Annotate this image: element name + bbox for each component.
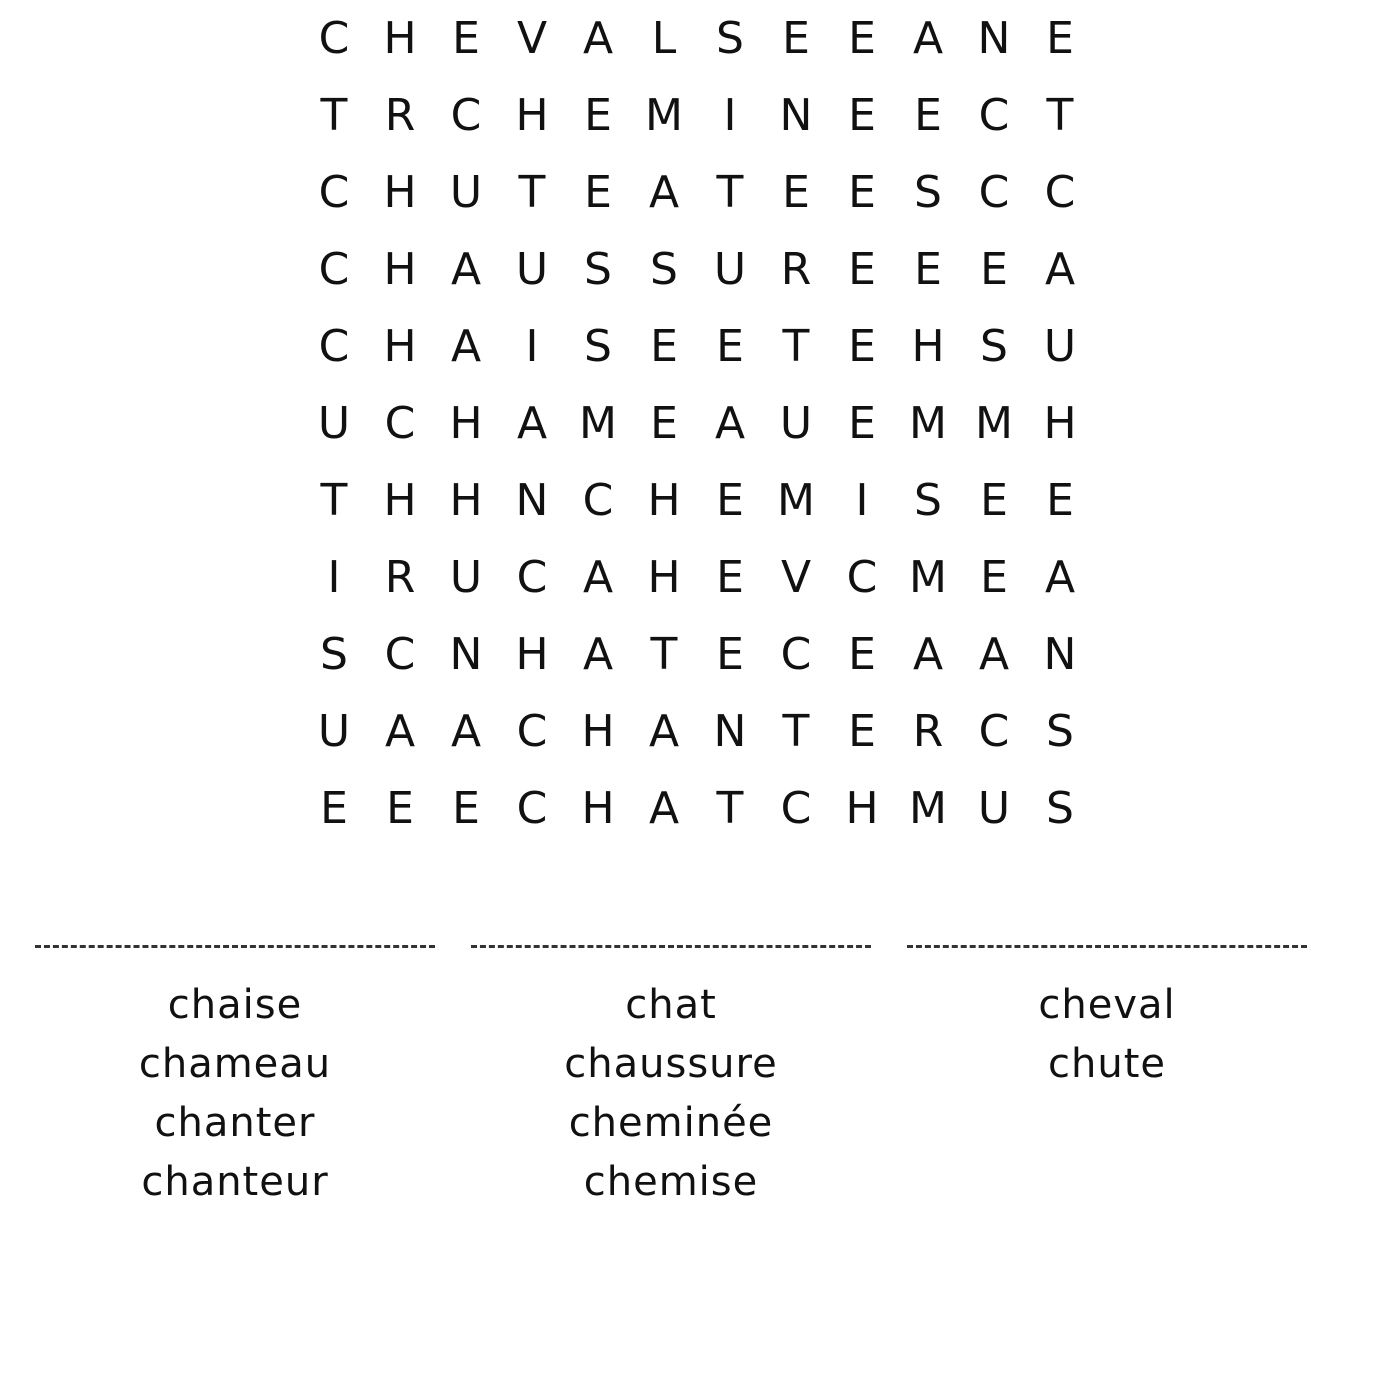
grid-letter[interactable]: I: [855, 475, 869, 526]
word-list-3: [907, 976, 1307, 1094]
grid-letter[interactable]: C: [318, 244, 350, 295]
grid-letter[interactable]: E: [650, 321, 678, 372]
grid-letter[interactable]: U: [977, 783, 1011, 834]
grid-letter[interactable]: C: [582, 475, 614, 526]
grid-letter[interactable]: T: [650, 629, 678, 680]
answer-line-1: [35, 945, 435, 948]
grid-letter[interactable]: E: [782, 167, 810, 218]
grid-letter[interactable]: E: [716, 475, 744, 526]
word-item: chameau: [138, 1041, 332, 1087]
grid-letter[interactable]: A: [384, 706, 416, 757]
grid-letter[interactable]: E: [1046, 13, 1074, 64]
grid-letter[interactable]: E: [848, 321, 876, 372]
grid-letter[interactable]: U: [1043, 321, 1077, 372]
grid-letter[interactable]: T: [320, 475, 348, 526]
grid-letter[interactable]: H: [581, 706, 615, 757]
grid-letter[interactable]: E: [584, 90, 612, 141]
grid-letter[interactable]: N: [515, 475, 549, 526]
grid-letter[interactable]: I: [525, 321, 539, 372]
grid-letter[interactable]: S: [584, 321, 612, 372]
grid-letter[interactable]: U: [317, 398, 351, 449]
grid-letter[interactable]: A: [582, 552, 614, 603]
grid-letter[interactable]: M: [909, 398, 947, 449]
grid-letter[interactable]: S: [914, 167, 942, 218]
grid-letter[interactable]: E: [848, 244, 876, 295]
grid-letter[interactable]: C: [978, 706, 1010, 757]
grid-letter[interactable]: N: [1043, 629, 1077, 680]
grid-letter[interactable]: M: [909, 552, 947, 603]
grid-row: [301, 462, 1101, 539]
grid-letter[interactable]: C: [318, 167, 350, 218]
grid-letter[interactable]: C: [846, 552, 878, 603]
grid-letter[interactable]: E: [584, 167, 612, 218]
grid-letter[interactable]: A: [648, 783, 680, 834]
grid-letter[interactable]: E: [848, 398, 876, 449]
grid-letter[interactable]: N: [977, 13, 1011, 64]
grid-letter[interactable]: H: [383, 244, 417, 295]
grid-letter[interactable]: E: [782, 13, 810, 64]
grid-row: [301, 0, 1101, 77]
grid-letter[interactable]: R: [384, 552, 416, 603]
grid-letter[interactable]: T: [782, 706, 810, 757]
grid-letter[interactable]: H: [449, 398, 483, 449]
grid-letter[interactable]: A: [582, 13, 614, 64]
grid-letter[interactable]: M: [909, 783, 947, 834]
grid-letter[interactable]: E: [914, 244, 942, 295]
grid-letter[interactable]: A: [450, 321, 482, 372]
word-list-2: [471, 976, 871, 1212]
grid-letter[interactable]: C: [1044, 167, 1076, 218]
grid-letter[interactable]: H: [383, 167, 417, 218]
word-item: cheval: [1038, 982, 1176, 1028]
grid-letter[interactable]: E: [980, 244, 1008, 295]
grid-letter[interactable]: S: [320, 629, 348, 680]
word-item: chanter: [154, 1100, 316, 1146]
grid-letter[interactable]: R: [912, 706, 944, 757]
grid-letter[interactable]: A: [450, 706, 482, 757]
grid-row: [301, 616, 1101, 693]
grid-letter[interactable]: A: [648, 706, 680, 757]
grid-letter[interactable]: S: [1046, 706, 1074, 757]
grid-letter[interactable]: E: [386, 783, 414, 834]
grid-letter[interactable]: N: [779, 90, 813, 141]
grid-letter[interactable]: S: [914, 475, 942, 526]
grid-letter[interactable]: E: [848, 706, 876, 757]
grid-letter[interactable]: C: [318, 13, 350, 64]
grid-letter[interactable]: C: [318, 321, 350, 372]
grid-letter[interactable]: E: [716, 552, 744, 603]
grid-letter[interactable]: A: [1044, 552, 1076, 603]
grid-letter[interactable]: H: [911, 321, 945, 372]
grid-letter[interactable]: I: [327, 552, 341, 603]
grid-letter[interactable]: E: [848, 90, 876, 141]
grid-letter[interactable]: E: [320, 783, 348, 834]
grid-letter[interactable]: C: [516, 706, 548, 757]
grid-letter[interactable]: C: [516, 552, 548, 603]
grid-letter[interactable]: T: [518, 167, 546, 218]
grid-letter[interactable]: C: [384, 629, 416, 680]
grid-letter[interactable]: T: [320, 90, 348, 141]
grid-letter[interactable]: C: [780, 783, 812, 834]
grid-letter[interactable]: E: [452, 13, 480, 64]
grid-letter[interactable]: C: [450, 90, 482, 141]
grid-letter[interactable]: T: [1046, 90, 1074, 141]
grid-letter[interactable]: H: [581, 783, 615, 834]
grid-letter[interactable]: M: [777, 475, 815, 526]
grid-letter[interactable]: U: [449, 167, 483, 218]
grid-letter[interactable]: A: [1044, 244, 1076, 295]
grid-letter[interactable]: C: [978, 167, 1010, 218]
grid-row: [301, 77, 1101, 154]
grid-letter[interactable]: N: [449, 629, 483, 680]
grid-letter[interactable]: L: [651, 13, 677, 64]
grid-letter[interactable]: A: [978, 629, 1010, 680]
grid-row: [301, 231, 1101, 308]
grid-letter[interactable]: N: [713, 706, 747, 757]
word-item: cheminée: [568, 1100, 774, 1146]
word-item: chaise: [167, 982, 303, 1028]
grid-letter[interactable]: H: [515, 90, 549, 141]
word-column-3: [907, 945, 1307, 1094]
grid-letter[interactable]: M: [645, 90, 683, 141]
grid-letter[interactable]: E: [848, 167, 876, 218]
word-item: chanteur: [141, 1159, 329, 1205]
grid-letter[interactable]: E: [1046, 475, 1074, 526]
grid-letter[interactable]: S: [650, 244, 678, 295]
grid-letter[interactable]: A: [648, 167, 680, 218]
grid-letter[interactable]: E: [848, 13, 876, 64]
grid-letter[interactable]: H: [1043, 398, 1077, 449]
grid-letter[interactable]: E: [716, 321, 744, 372]
word-item: chute: [1048, 1041, 1166, 1087]
grid-letter[interactable]: A: [714, 398, 746, 449]
grid-letter[interactable]: V: [516, 13, 548, 64]
grid-letter[interactable]: C: [384, 398, 416, 449]
grid-letter[interactable]: U: [713, 244, 747, 295]
word-column-1: [35, 945, 435, 1212]
grid-letter[interactable]: T: [716, 783, 744, 834]
word-item: chemise: [583, 1159, 759, 1205]
grid-letter[interactable]: A: [582, 629, 614, 680]
answer-line-2: [471, 945, 871, 948]
grid-letter[interactable]: M: [975, 398, 1013, 449]
word-column-2: [471, 945, 871, 1212]
grid-letter[interactable]: E: [914, 90, 942, 141]
word-search-grid: [301, 0, 1101, 848]
grid-letter[interactable]: E: [716, 629, 744, 680]
answer-line-3: [907, 945, 1307, 948]
grid-letter[interactable]: C: [780, 629, 812, 680]
grid-letter[interactable]: U: [779, 398, 813, 449]
grid-letter[interactable]: H: [383, 321, 417, 372]
grid-letter[interactable]: H: [845, 783, 879, 834]
grid-letter[interactable]: S: [1046, 783, 1074, 834]
grid-letter[interactable]: U: [449, 552, 483, 603]
grid-letter[interactable]: I: [723, 90, 737, 141]
grid-letter[interactable]: M: [579, 398, 617, 449]
grid-letter[interactable]: C: [516, 783, 548, 834]
grid-letter[interactable]: H: [647, 475, 681, 526]
grid-letter[interactable]: S: [716, 13, 744, 64]
grid-letter[interactable]: H: [383, 475, 417, 526]
grid-letter[interactable]: H: [449, 475, 483, 526]
grid-letter[interactable]: V: [780, 552, 812, 603]
grid-row: [301, 693, 1101, 770]
grid-row: [301, 539, 1101, 616]
grid-letter[interactable]: A: [450, 244, 482, 295]
grid-row: [301, 154, 1101, 231]
grid-letter[interactable]: E: [452, 783, 480, 834]
grid-letter[interactable]: T: [782, 321, 810, 372]
grid-letter[interactable]: H: [647, 552, 681, 603]
grid-letter[interactable]: E: [848, 629, 876, 680]
grid-row: [301, 385, 1101, 462]
grid-letter[interactable]: E: [980, 475, 1008, 526]
grid-row: [301, 770, 1101, 847]
grid-letter[interactable]: A: [912, 13, 944, 64]
grid-letter[interactable]: A: [516, 398, 548, 449]
grid-letter[interactable]: S: [584, 244, 612, 295]
grid-letter[interactable]: E: [980, 552, 1008, 603]
grid-row: [301, 308, 1101, 385]
grid-letter[interactable]: H: [515, 629, 549, 680]
word-list-1: [35, 976, 435, 1212]
grid-letter[interactable]: R: [780, 244, 812, 295]
word-item: chaussure: [564, 1041, 778, 1087]
grid-letter[interactable]: C: [978, 90, 1010, 141]
grid-letter[interactable]: A: [912, 629, 944, 680]
word-item: chat: [625, 982, 717, 1028]
grid-letter[interactable]: E: [650, 398, 678, 449]
grid-letter[interactable]: T: [716, 167, 744, 218]
grid-letter[interactable]: U: [317, 706, 351, 757]
grid-letter[interactable]: R: [384, 90, 416, 141]
grid-letter[interactable]: H: [383, 13, 417, 64]
grid-letter[interactable]: U: [515, 244, 549, 295]
grid-letter[interactable]: S: [980, 321, 1008, 372]
